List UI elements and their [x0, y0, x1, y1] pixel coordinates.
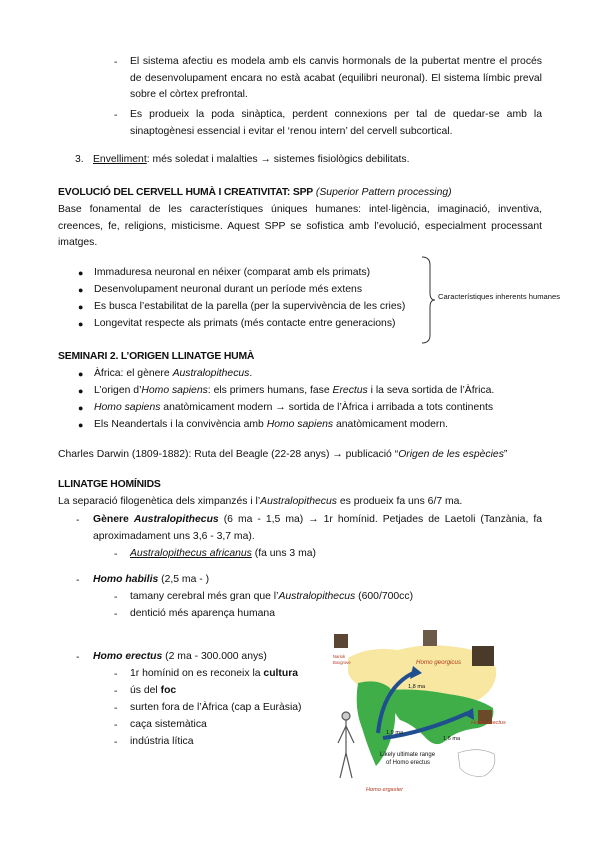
list-dash: - — [114, 669, 118, 680]
map-label-date-2: 1,6 ma — [443, 736, 461, 742]
darwin-line: Charles Darwin (1809-1882): Ruta del Beagle (22-28 anys) → publicació “Origen de les espècies” — [58, 449, 508, 460]
evolution-bullet-4: Longevitat respecte als primats (més contacte entre generacions) — [94, 318, 396, 329]
australopithecus-sub: Australopithecus africanus (fa uns 3 ma) — [130, 548, 316, 559]
habilis-sub-2: dentició més aparença humana — [130, 608, 275, 619]
adolescence-point-1: El sistema afectiu es modela amb els canvis hormonals de la pubertat mentre el procés de desenvolupament encara no està acabat (equilibri neuronal). El sistema límbic preval sobre el còrtex prefrontal. — [130, 56, 542, 100]
bullet-icon: ● — [78, 319, 84, 329]
evolution-bullet-1: Immaduresa neuronal en néixer (comparat amb els primats) — [94, 267, 371, 278]
erectus-item: Homo erectus (2 ma - 300.000 anys) — [93, 651, 267, 662]
map-label-date-1: 1,8 ma — [408, 684, 426, 690]
section-title-evolution — [58, 185, 548, 202]
skull-photo-2 — [423, 630, 437, 646]
erectus-sub-2: ús del foc — [130, 685, 177, 696]
list-dash: - — [114, 549, 118, 560]
list-dash: - — [114, 110, 118, 121]
adolescence-point-2: Es produeix la poda sinàptica, perdent connexions per tal de quedar-se amb la sinaptogènesi essencial i evitar el ‘renou intern’ del cervell subcortical. — [130, 109, 542, 137]
evolution-bullet-2: Desenvolupament neuronal durant un període més extens — [94, 284, 363, 295]
skull-photo-3 — [472, 646, 494, 666]
bullet-icon: ● — [78, 403, 84, 413]
bullet-icon: ● — [78, 420, 84, 430]
evolution-title: EVOLUCIÓ DEL CERVELL HUMÀ I CREATIVITAT: SPP — [58, 187, 314, 198]
evolution-paragraph: Base fonamental de les característiques úniques humanes: intel·ligència, imaginació, inventiva, creences, fe, religions, misticisme. Aquest SPP se sofistica amb l’evolució, especialment processant imatges. — [58, 204, 542, 248]
evolution-title-paren: (Superior Pattern processing) — [313, 187, 452, 198]
list-dash: - — [76, 652, 80, 663]
lineage-intro: La separació filogenètica dels ximpanzés i l’Australopithecus es produeix fa uns 6/7 ma. — [58, 496, 463, 507]
bullet-icon: ● — [78, 369, 84, 379]
list-dash: - — [114, 737, 118, 748]
seminar-bullet-3: Homo sapiens anatòmicament modern → sortida de l’Àfrica i arribada a tots continents — [94, 402, 494, 413]
aging-label: Envelliment — [93, 154, 147, 165]
list-dash: - — [76, 515, 80, 526]
map-label-range-2: of Homo erectus — [386, 760, 431, 766]
erectus-sub-3: surten fora de l’Àfrica (cap a Euràsia) — [130, 702, 302, 713]
bullet-icon: ● — [78, 285, 84, 295]
map-label-erectus: Homo erectus — [471, 720, 506, 726]
evolution-bullet-3: Es busca l’estabilitat de la parella (per la supervivència de les cries) — [94, 301, 406, 312]
map-label-georgicus: Homo georgicus — [416, 659, 462, 666]
lineage-title: LLINATGE HOMÍNIDS — [58, 479, 161, 490]
bullet-icon: ● — [78, 302, 84, 312]
list-dash: - — [76, 575, 80, 586]
map-label-ergaster: Homo ergaster — [366, 787, 403, 793]
seminar-title: SEMINARI 2. L’ORIGEN LLINATGE HUMÀ — [58, 351, 255, 362]
seminar-bullet-2: L’origen d’Homo sapiens: els primers humans, fase Erectus i la seva sortida de l’Àfrica. — [94, 385, 495, 396]
skull-photo-1 — [334, 634, 348, 648]
seminar-bullet-4: Els Neandertals i la convivència amb Homo sapiens anatòmicament modern. — [94, 419, 449, 430]
list-dash: - — [114, 57, 118, 68]
aging-text: : més soledat i malalties → sistemes fisiològics debilitats. — [146, 154, 410, 165]
map-label-date-3: 1,9 ma — [386, 730, 404, 736]
list-dash: - — [114, 592, 118, 603]
erectus-sub-4: caça sistemàtica — [130, 719, 207, 730]
homo-erectus-migration-map — [328, 628, 506, 793]
list-dash: - — [114, 686, 118, 697]
habilis-item: Homo habilis (2,5 ma - ) — [93, 574, 210, 585]
map-label-small-1: Nariok — [333, 654, 346, 659]
aging-item — [93, 152, 533, 169]
habilis-sub-1: tamany cerebral més gran que l’Australopithecus (600/700cc) — [130, 591, 414, 602]
bullet-icon: ● — [78, 268, 84, 278]
australopithecus-item: Gènere Australopithecus (6 ma - 1,5 ma) → 1r homínid. Petjades de Laetoli (Tanzània, fa aproximadament uns 3,6 - 3,7 ma). — [93, 514, 543, 542]
list-dash: - — [114, 609, 118, 620]
list-dash: - — [114, 703, 118, 714]
bullet-icon: ● — [78, 386, 84, 396]
aging-number: 3. — [75, 154, 84, 165]
curly-brace-icon — [420, 255, 436, 345]
map-label-range-1: Likely ultimate range — [380, 752, 436, 758]
erectus-sub-1: 1r homínid on es reconeix la cultura — [130, 668, 299, 679]
erectus-sub-5: indústria lítica — [130, 736, 194, 747]
seminar-bullet-1: Àfrica: el gènere Australopithecus. — [94, 368, 253, 379]
brace-label: Característiques inherents humanes — [438, 292, 560, 301]
list-dash: - — [114, 720, 118, 731]
map-label-small-2: Boxgrove — [333, 660, 351, 665]
